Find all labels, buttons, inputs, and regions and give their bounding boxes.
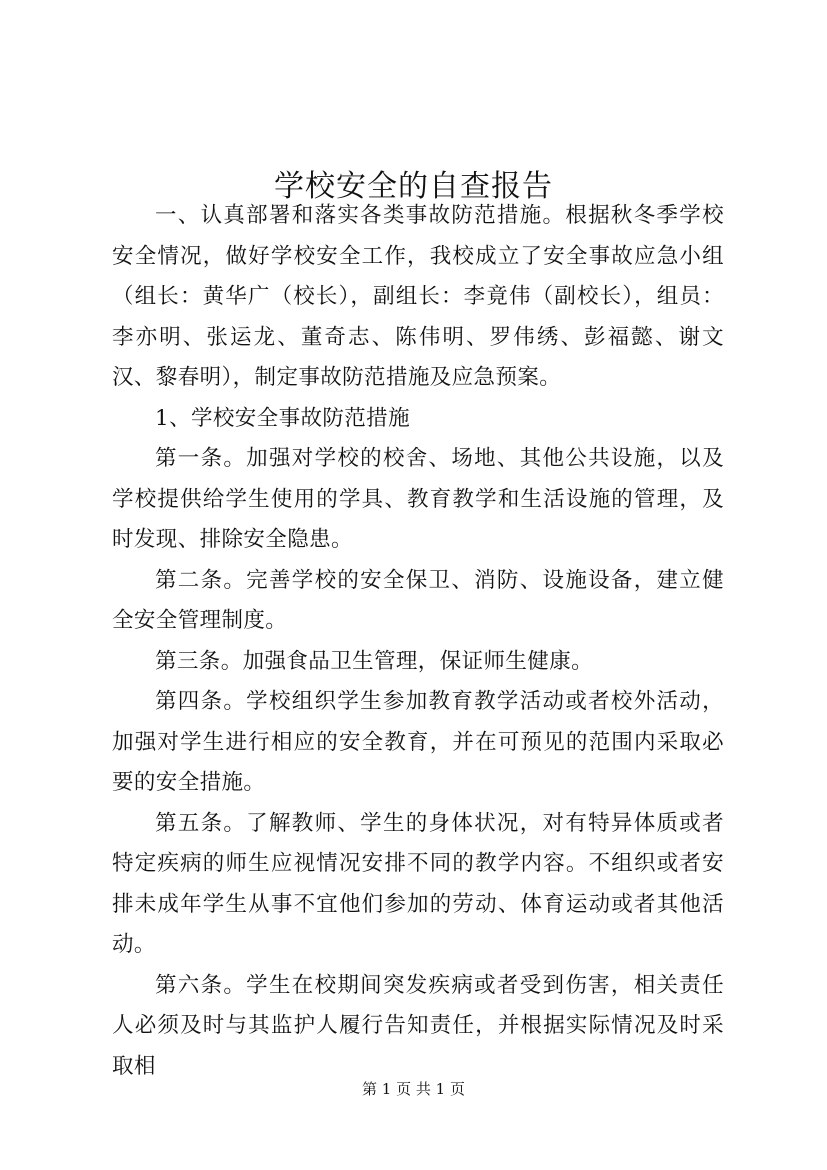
paragraph-article-2: 第二条。完善学校的安全保卫、消防、设施设备，建立健全安全管理制度。 [112,567,724,633]
paragraph-measures-intro: 一、认真部署和落实各类事故防范措施。根据秋冬季学校安全情况，做好学校安全工作，我校成立了安全事故应急小组（组长：黄华广（校长），副组长：李竟伟（副校长），组员：李亦明、张运龙、董奇志、陈伟明、罗伟绣、彭福懿、谢文汉、黎春明），制定事故防范措施及应急预案。 [112,203,724,390]
paragraph-article-1: 第一条。加强对学校的校舍、场地、其他公共设施，以及学校提供给学生使用的学具、教育教学和生活设施的管理，及时发现、排除安全隐患。 [112,446,724,552]
paragraph-article-6: 第六条。学生在校期间突发疾病或者受到伤害，相关责任人必须及时与其监护人履行告知责任，并根据实际情况及时采取相 [112,972,724,1079]
paragraph-article-4: 第四条。学校组织学生参加教育教学活动或者校外活动，加强对学生进行相应的安全教育，并在可预见的范围内采取必要的安全措施。 [112,689,724,795]
paragraph-article-3: 第三条。加强食品卫生管理，保证师生健康。 [155,648,594,674]
paragraph-section-heading: 1、学校安全事故防范措施 [155,405,410,431]
page-footer: 第 1 页 共 1 页 [362,1080,465,1098]
page-title: 学校安全的自查报告 [274,169,553,205]
paragraph-article-5: 第五条。了解教师、学生的身体状况，对有特异体质或者特定疾病的师生应视情况安排不同的教学内容。不组织或者安排未成年学生从事不宜他们参加的劳动、体育运动或者其他活动。 [112,810,724,957]
document-body [112,196,724,1087]
